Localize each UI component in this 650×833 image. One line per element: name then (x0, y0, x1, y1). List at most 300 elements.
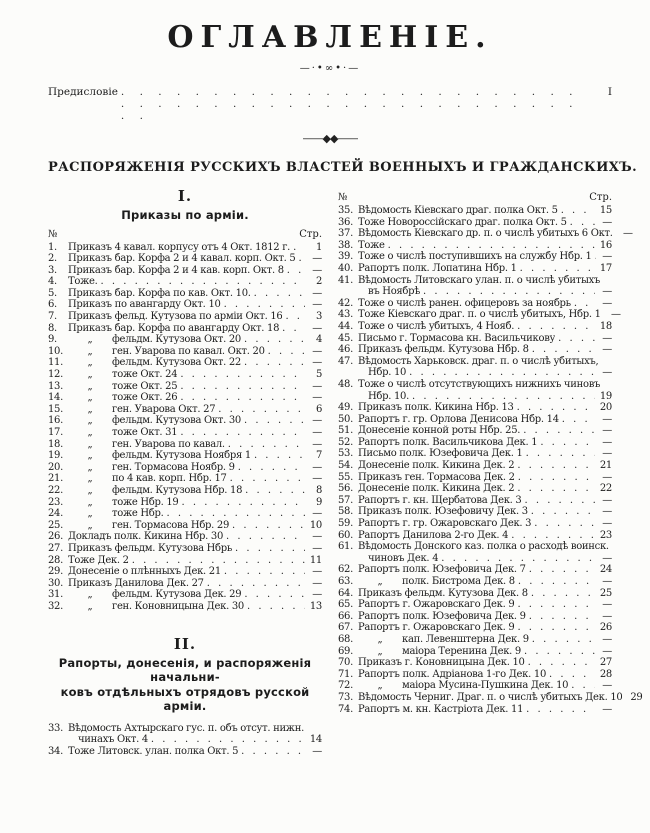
entry-number: 2. (48, 253, 57, 265)
toc-entry-line (338, 704, 612, 716)
entry-page-number: 9 (315, 496, 322, 508)
toc-entry (338, 448, 612, 460)
dot-leader (571, 680, 595, 691)
entry-number: 70. (338, 657, 354, 669)
entry-number: 51. (338, 425, 354, 437)
dot-leader (244, 589, 305, 600)
entry-title: Вѣдомость Кіевскаго др. п. о числѣ убитыхъ 6 Окт. (358, 228, 613, 240)
dot-leader (423, 286, 595, 297)
dot-leader (526, 704, 595, 715)
entry-title: Приказъ 4 кавал. корпусу отъ 4 Окт. 1812 г. (68, 241, 291, 253)
toc-entry-line-continued (338, 553, 612, 565)
dot-leader (524, 646, 595, 657)
entry-number: 64. (338, 587, 354, 599)
section-numeral: I. (177, 187, 193, 205)
dot-leader (132, 555, 305, 566)
toc-entry (338, 263, 612, 275)
entry-page-number: — (602, 413, 612, 425)
entry-title-continuation: чиновъ Дек. 4 (368, 552, 439, 564)
entry-number: 35. (338, 205, 354, 216)
toc-entry-line (338, 530, 612, 542)
section-subtitle: Рапорты, донесенія, и распоряженія начальни- ковъ отдѣльныхъ отрядовъ русской арміи. (58, 655, 312, 713)
entry-number: 7. (48, 311, 57, 323)
toc-entry-line (48, 462, 322, 474)
entry-page-number: — (602, 425, 612, 437)
column-header-page-label: Стр. (299, 228, 322, 240)
dot-leader (517, 599, 595, 610)
entry-title: Рапортъ г. гр. Ожаровскаго Дек. 3 (358, 518, 532, 530)
entry-number: 4. (48, 276, 57, 288)
entry-number: 47. (338, 355, 354, 367)
entry-number: 69. (338, 645, 354, 657)
toc-entry (48, 381, 322, 393)
dot-leader (228, 439, 305, 450)
entry-title: Тоже. (68, 276, 98, 288)
entry-number: 74. (338, 703, 354, 715)
toc-entry-line (48, 589, 322, 601)
entry-title: Тоже о числѣ отсутствующихъ нижнихъ чиновъ (358, 378, 601, 390)
entry-number: 16. (48, 415, 64, 427)
toc-entry (338, 564, 612, 576)
toc-entry (338, 275, 612, 298)
toc-entry (48, 334, 322, 346)
entry-title: тоже Окт. 24 (112, 369, 178, 381)
entry-page-number: 5 (315, 369, 322, 381)
entry-page-number: 8 (315, 484, 322, 496)
entry-title: Рапортъ Данилова 2-го Дек. 4 (358, 529, 509, 541)
toc-entry (338, 240, 612, 252)
entry-page-number: 6 (315, 403, 322, 415)
toc-entry-line (48, 439, 322, 451)
toc-entry-line (48, 578, 322, 590)
entry-title: Приказъ бар. Корфа по авангарду Окт. 18 (68, 322, 280, 334)
entry-title: Рапортъ г. Ожаровскаго Дек. 9 (358, 622, 515, 634)
entry-title: тоже Окт. 26 (112, 392, 178, 404)
ditto-mark: „ (87, 380, 93, 392)
toc-entry (48, 427, 322, 439)
entry-page-number: 24 (599, 564, 612, 576)
entry-number: 30. (48, 577, 64, 589)
column-header (338, 192, 612, 203)
dot-leader (558, 333, 595, 344)
toc-entry-line (48, 357, 322, 369)
toc-entry (48, 276, 322, 288)
entry-title: Приказъ бар. Корфа по кав. Окт. 10. (68, 287, 251, 299)
entry-page-number: 27 (599, 657, 612, 669)
entry-title: маіора Мусина-Пушкина Дек. 10 (402, 680, 569, 692)
dot-leader (180, 369, 305, 380)
toc-entry-line (338, 402, 612, 414)
dot-leader (388, 240, 595, 251)
toc-entry-line (338, 599, 612, 611)
toc-entry-line (48, 531, 322, 543)
toc-entry (338, 298, 612, 310)
entry-title: Тоже о числѣ поступившихъ на службу Нбр. 1 (358, 251, 592, 263)
toc-entry (48, 462, 322, 474)
entry-number: 32. (48, 600, 64, 612)
toc-entry (338, 611, 612, 623)
ditto-mark: „ (87, 403, 93, 415)
entry-number: 1. (48, 241, 57, 253)
entry-title: Тоже Новороссійскаго драг. полка Окт. 5 (358, 216, 567, 228)
toc-entry (338, 344, 612, 356)
dot-leader (441, 553, 595, 564)
toc-entry-line (338, 240, 612, 252)
entry-number: 21. (48, 473, 64, 485)
toc-entry (338, 321, 612, 333)
entry-page-number: — (602, 552, 612, 564)
dot-leader (180, 392, 305, 403)
entry-number: 54. (338, 460, 354, 472)
toc-entry-line (338, 205, 612, 217)
dot-leader (562, 414, 595, 425)
toc-entry (48, 531, 322, 543)
toc-entry (338, 460, 612, 472)
toc-entry-line (48, 265, 322, 277)
entry-page-number: 10 (309, 519, 322, 531)
entry-number: 68. (338, 633, 354, 645)
entry-page-number: — (602, 251, 612, 263)
entry-page-number: — (602, 216, 612, 228)
dot-leader (549, 669, 595, 680)
dot-leader (285, 311, 305, 322)
entry-title: Тоже о числѣ убитыхъ, 4 Нояб. (358, 320, 515, 332)
entry-title: Письмо полк. Юзефовича Дек. 1 (358, 448, 523, 460)
dot-leader (517, 321, 595, 332)
entry-page-number: — (312, 264, 322, 276)
toc-entry-line (338, 611, 612, 623)
entry-title: Вѣдомость Ахтырскаго гус. п. объ отсут. нижн. (68, 722, 304, 734)
dot-leader (574, 298, 595, 309)
entry-page-number: — (312, 461, 322, 473)
entry-page-number: 20 (599, 402, 612, 414)
entry-title: Тоже Кіевскаго драг. п. о числѣ убитыхъ, Нбр. 1 (358, 309, 601, 321)
toc-entry (48, 369, 322, 381)
entry-title: по 4 кав. корп. Нбр. 17 (112, 473, 227, 485)
toc-entry (48, 508, 322, 520)
toc-entry (48, 473, 322, 485)
toc-entry-line (338, 622, 612, 634)
entry-page-number: 17 (599, 262, 612, 274)
toc-entry-line (338, 228, 633, 240)
entry-page-number: 16 (599, 239, 612, 251)
toc-entry-line (338, 472, 612, 484)
entry-page-number: — (602, 344, 612, 356)
entry-title: Приказъ фельдм. Кутузова Нбр. 8 (358, 344, 529, 356)
entry-number: 59. (338, 518, 354, 530)
entry-page-number: — (602, 610, 612, 622)
toc-entry (48, 299, 322, 311)
toc-entry (338, 669, 612, 681)
entry-page-number: — (312, 299, 322, 311)
entry-page-number: — (312, 345, 322, 357)
entry-number: 31. (48, 589, 64, 601)
entry-page-number: 26 (599, 622, 612, 634)
toc-entry (338, 704, 612, 716)
entry-number: 60. (338, 529, 354, 541)
dot-leader (245, 485, 305, 496)
dot-leader (524, 495, 595, 506)
entry-title-continuation: въ Ноябрѣ (368, 286, 420, 298)
entry-title: Рапортъ полк. Юзефовича Дек. 7 (358, 564, 526, 576)
column-header-page-label: Стр. (589, 192, 612, 203)
toc-entry (338, 691, 643, 704)
entry-page-number: 14 (309, 734, 322, 746)
entry-list (48, 723, 322, 758)
toc-entry (48, 746, 322, 758)
ditto-mark: „ (87, 461, 93, 473)
ditto-mark: „ (87, 345, 93, 357)
entry-title: тоже Окт. 25 (112, 380, 178, 392)
dot-leader (293, 242, 305, 253)
entry-page-number: — (602, 436, 612, 448)
entry-number: 15. (48, 403, 64, 415)
toc-entry-line (48, 427, 322, 439)
ditto-mark: „ (87, 392, 93, 404)
entry-page-number: — (312, 531, 322, 543)
entry-title: Рапортъ м. кн. Кастріота Дек. 11 (358, 703, 524, 715)
toc-entry-line (48, 543, 322, 555)
entry-title: Рапортъ г. гр. Орлова Денисова Нбр. 14 (358, 413, 559, 425)
ditto-mark: „ (87, 334, 93, 346)
ditto-mark: „ (87, 589, 93, 601)
entry-number: 65. (338, 599, 354, 611)
entry-number: 50. (338, 413, 354, 425)
entry-number: 72. (338, 680, 354, 692)
entry-title: полк. Бистрома Дек. 8 (402, 576, 515, 587)
ditto-mark: „ (377, 645, 383, 657)
toc-entry (338, 251, 612, 263)
toc-entry (338, 437, 612, 449)
toc-entry-line (338, 321, 612, 333)
section-numeral: II. (173, 634, 197, 653)
entry-number: 37. (338, 228, 354, 240)
toc-entry (48, 497, 322, 509)
dot-leader (180, 381, 305, 392)
ditto-mark: „ (87, 415, 93, 427)
toc-entry (48, 323, 322, 335)
toc-entry-line (338, 483, 612, 495)
entry-number: 27. (48, 542, 64, 554)
entry-number: 58. (338, 506, 354, 518)
dot-leader (224, 566, 305, 577)
entry-title: Приказъ Данилова Дек. 27 (68, 577, 204, 589)
dot-leader (207, 578, 305, 589)
ditto-mark: „ (87, 508, 93, 520)
toc-entry-line (48, 485, 322, 497)
toc-entry (48, 415, 322, 427)
entry-title-continuation: чинахъ Окт. 4 (78, 734, 148, 746)
entry-title: Приказъ фельд. Кутузова по арміи Окт. 16 (68, 311, 283, 323)
entry-number: 23. (48, 496, 64, 508)
entry-title: Донесеніе о плѣнныхъ Дек. 21 (68, 566, 221, 578)
toc-entry-line (338, 217, 612, 229)
entry-number: 5. (48, 287, 57, 299)
entry-page-number: — (602, 703, 612, 715)
section-heading (48, 635, 322, 714)
toc-entry-line (338, 541, 612, 553)
entry-title: Приказъ фельдм. Кутузова Нбрь (68, 542, 233, 554)
ditto-mark: „ (87, 496, 93, 508)
entry-page-number: — (602, 518, 612, 530)
entry-page-number: 13 (309, 600, 322, 612)
toc-entry (338, 576, 612, 588)
entry-number: 43. (338, 309, 354, 321)
entry-page-number: 11 (309, 554, 322, 566)
toc-entry (48, 578, 322, 590)
dot-leader (232, 520, 305, 531)
entry-page-number: — (602, 286, 612, 298)
entry-number: 56. (338, 483, 354, 495)
entry-page-number: — (602, 506, 612, 518)
entry-title: фельдм. Кутузова Ноября 1 (112, 450, 251, 462)
toc-entry-line (48, 369, 322, 381)
entry-list (338, 205, 643, 715)
toc-entry (338, 495, 612, 507)
dot-leader (235, 543, 305, 554)
toc-entry (338, 228, 633, 240)
entry-number: 45. (338, 332, 354, 344)
dot-leader (244, 415, 305, 426)
toc-entry-line (48, 473, 322, 485)
entry-number: 38. (338, 239, 354, 251)
entry-number: 17. (48, 427, 64, 438)
toc-entry (338, 599, 612, 611)
entry-page-number: 7 (315, 450, 322, 462)
toc-entry-line (48, 601, 322, 613)
toc-entry-line (48, 520, 322, 532)
toc-entry-line (338, 344, 612, 356)
entry-page-number: 15 (599, 205, 612, 216)
toc-entry (48, 439, 322, 451)
ditto-mark: „ (87, 484, 93, 496)
entry-number: 29. (48, 566, 64, 578)
entry-page-number: 22 (599, 483, 612, 495)
dot-leader (412, 391, 595, 402)
dot-leader (181, 497, 305, 508)
entry-title: Приказъ бар. Корфа 2 и 4 кавал. корп. Окт. 5 (68, 253, 296, 265)
entry-page-number: 4 (315, 334, 322, 346)
toc-entry (48, 485, 322, 497)
dot-leader (299, 253, 306, 264)
toc-entry-line (48, 276, 322, 288)
entry-number: 33. (48, 722, 64, 734)
toc-entry-line (48, 253, 322, 265)
toc-entry-line (48, 746, 322, 758)
entry-title: Донесеніе полк. Кикина Дек. 2 (358, 460, 515, 472)
entry-page-number: — (312, 357, 322, 369)
entry-title: Приказъ полк. Кикина Нбр. 13 (358, 402, 514, 414)
entry-number: 36. (338, 216, 354, 228)
toc-entry (338, 588, 612, 600)
toc-entry-line (338, 333, 612, 345)
entry-number: 55. (338, 471, 354, 483)
entry-page-number: — (602, 471, 612, 483)
toc-entry (338, 483, 612, 495)
section-subtitle: Приказы по арміи. (121, 208, 249, 222)
toc-entry (338, 414, 612, 426)
ditto-mark: „ (377, 576, 383, 587)
entry-title: Тоже о числѣ ранен. офицеровъ за ноябрь (358, 297, 571, 309)
entry-number: 8. (48, 322, 57, 334)
toc-entry (48, 589, 322, 601)
entry-title: маіора Теренина Дек. 9 (402, 645, 521, 657)
toc-entry (48, 404, 322, 416)
entry-title: Донесеніе конной роты Нбр. 25. (358, 425, 521, 437)
entry-title: фельдм. Кутузова Нбр. 18 (112, 484, 243, 496)
toc-entry-line (338, 448, 612, 460)
toc-entry (48, 723, 322, 746)
entry-number: 6. (48, 299, 57, 311)
toc-entry-line-continued (338, 286, 612, 298)
entry-number: 53. (338, 448, 354, 460)
entry-number: 34. (48, 745, 64, 757)
dot-leader (254, 288, 305, 299)
toc-entry (338, 518, 612, 530)
toc-entry (338, 217, 612, 229)
entry-page-number: 28 (599, 668, 612, 680)
entry-title: тоже Окт. 31 (112, 427, 178, 438)
entry-title: Приказъ полк. Юзефовичу Дек. 3 (358, 506, 528, 518)
toc-columns (48, 187, 643, 757)
entry-page-number: 25 (599, 587, 612, 599)
entry-title: Донесеніе полк. Кикина Дек. 2 (358, 483, 515, 495)
entry-number: 63. (338, 576, 354, 587)
entry-number: 48. (338, 378, 354, 390)
entry-title: Докладъ полк. Кикина Нбр. 30 (68, 531, 224, 543)
toc-entry-line (48, 334, 322, 346)
toc-entry-line (48, 311, 322, 323)
toc-entry-line (48, 299, 322, 311)
toc-entry-line (338, 414, 612, 426)
entry-title: ген. Уварова по кавал. Окт. 20 (112, 345, 265, 357)
entry-page-number: — (312, 566, 322, 578)
entry-number: 40. (338, 262, 354, 274)
toc-entry-line (48, 723, 322, 735)
toc-entry (338, 646, 612, 658)
dot-leader (230, 473, 305, 484)
entry-page-number: — (312, 322, 322, 334)
entry-page-number: — (602, 332, 612, 344)
toc-entry-line (338, 251, 612, 263)
toc-entry-line-continued (338, 391, 612, 403)
entry-list (48, 242, 322, 613)
toc-entry (338, 333, 612, 345)
page-title: ОГЛАВЛЕНІЕ. (167, 20, 493, 55)
entry-title: Приказъ бар. Корфа 2 и 4 кав. корп. Окт. 8 (68, 264, 284, 276)
ditto-mark: „ (87, 519, 93, 531)
toc-entry-line (338, 669, 612, 681)
toc-entry-line (338, 460, 612, 472)
dot-leader (523, 425, 595, 436)
entry-number: 14. (48, 392, 64, 404)
entry-page-number: — (602, 633, 612, 645)
entry-number: 52. (338, 436, 354, 448)
toc-entry-line (338, 657, 612, 669)
toc-entry-line (338, 379, 612, 391)
toc-entry-line (338, 634, 612, 646)
entry-title-continuation: Нбр. 10. (368, 390, 410, 402)
toc-entry (48, 357, 322, 369)
entry-page-number: — (312, 380, 322, 392)
column-header-number-label: № (48, 228, 58, 240)
dot-leader (529, 564, 595, 575)
toc-entry (338, 309, 621, 321)
right-column (338, 187, 643, 757)
entry-page-number: 19 (599, 390, 612, 402)
entry-title: фельдм. Кутузова Дек. 29 (112, 589, 242, 601)
dot-leader (224, 299, 305, 310)
